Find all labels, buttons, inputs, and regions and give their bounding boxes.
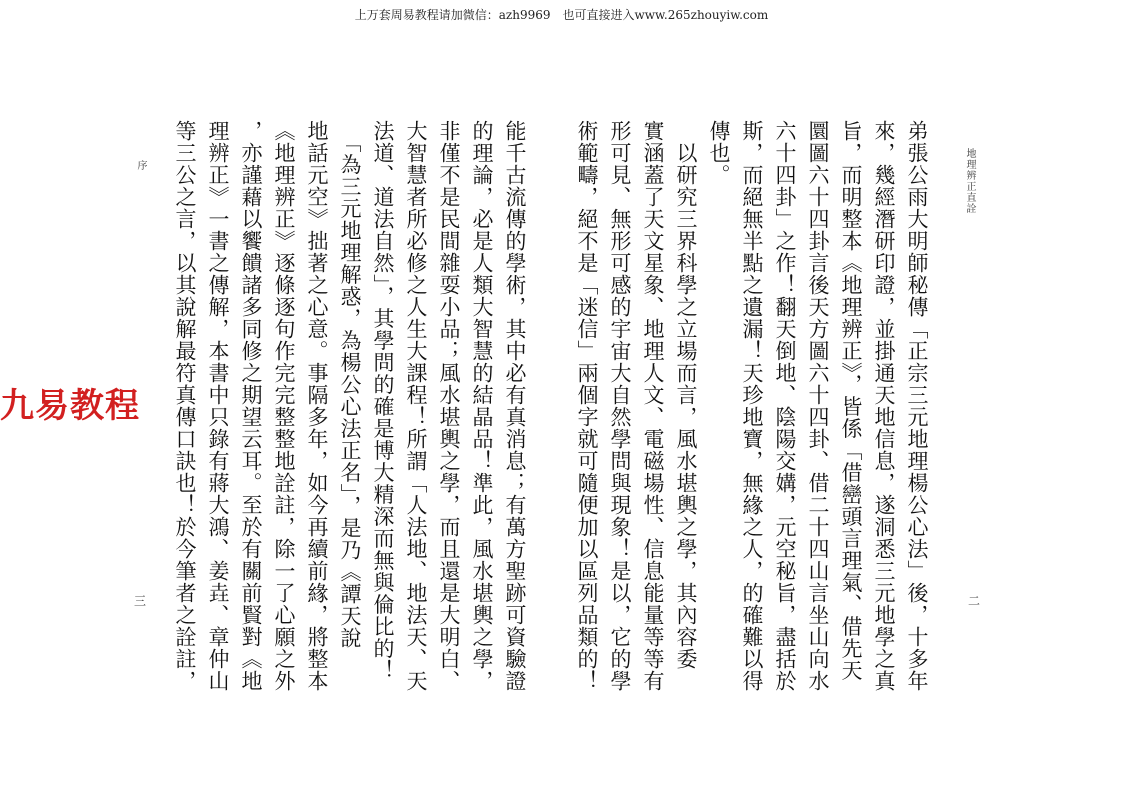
right-column-7: 傳也。	[707, 120, 731, 186]
left-column-6: 「為三元地理解惑，為楊公心法正名」，是乃《譚天說	[338, 120, 362, 649]
right-column-11: 術範疇，絕不是「迷信」兩個字就可隨便加以區列品類的！	[575, 120, 599, 692]
left-column-5: 法道、道法自然」，其學問的確是博大精深而無與倫比的！	[371, 120, 395, 682]
left-page-number: 三	[134, 594, 147, 608]
right-column-2: 來，幾經潛研印證，並掛通天地信息，遂洞悉三元地學之真	[872, 120, 896, 692]
left-column-3: 非僅不是民間雜耍小品；風水堪輿之學，而且還是大明白、	[437, 120, 461, 692]
left-column-8: 《地理辨正》逐條逐句作完完整整地詮註，除一了心願之外	[272, 120, 296, 692]
top-banner: 上万套周易教程请加微信：azh9969 也可直接进入www.265zhouyiw.com	[354, 8, 769, 22]
left-column-2: 的理論，必是人類大智慧的結晶品！準此，風水堪輿之學，	[470, 120, 494, 692]
right-column-9: 實涵蓋了天文星象、地理人文、電磁場性、信息能量等等有	[641, 120, 665, 692]
right-column-10: 形可見、無形可感的宇宙大自然學問與現象！是以，它的學	[608, 120, 632, 692]
left-page-header: 序	[135, 160, 146, 171]
left-column-4: 大智慧者所必修之人生大課程！所謂「人法地、地法天、天	[404, 120, 428, 692]
right-column-5: 六十四卦」之作！翻天倒地、陰陽交媾，元空秘旨，盡括於	[773, 120, 797, 692]
watermark-logo: 九易教程	[0, 386, 140, 426]
left-column-7: 地話元空》拙著之心意。事隔多年，如今再續前緣，將整本	[305, 120, 329, 692]
right-column-8: 以研究三界科學之立場而言，風水堪輿之學，其內容委	[674, 120, 698, 670]
left-column-9: ，亦謹藉以饗饋諸多同修之期望云耳。至於有關前賢對《地	[239, 120, 263, 692]
left-column-10: 理辨正》一書之傳解，本書中只錄有蔣大鴻、姜垚、章仲山	[206, 120, 230, 692]
right-page-header: 地理辨正直詮	[964, 148, 975, 214]
left-column-11: 等三公之言，以其說解最符真傳口訣也！於今筆者之詮註，	[173, 120, 197, 692]
right-column-1: 弟張公雨大明師秘傳「正宗三元地理楊公心法」後，十多年	[905, 120, 929, 692]
right-column-4: 圜圖六十四卦言後天方圖六十四卦、借二十四山言坐山向水	[806, 120, 830, 692]
right-page-number: 二	[968, 594, 981, 608]
right-column-3: 旨，而明整本《地理辨正》，皆係「借巒頭言理氣、借先天	[839, 120, 863, 682]
right-column-6: 斯，而絕無半點之遺漏！天珍地寶，無緣之人，的確難以得	[740, 120, 764, 692]
left-column-1: 能千古流傳的學術，其中必有真消息；有萬方聖跡可資驗證	[503, 120, 527, 692]
